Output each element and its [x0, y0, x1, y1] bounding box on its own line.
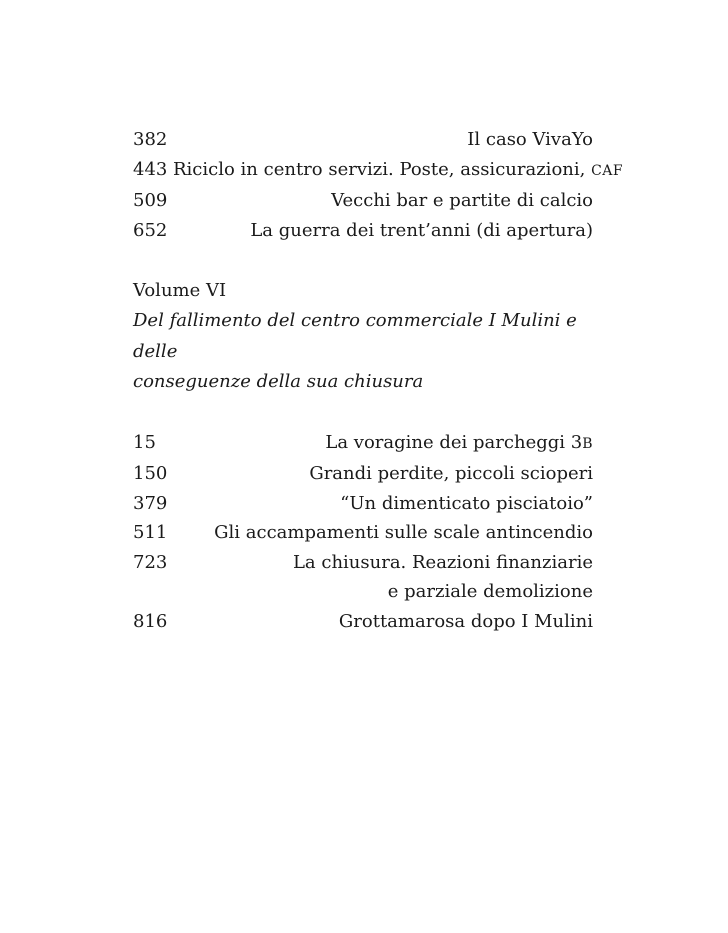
toc-entry-title	[173, 155, 623, 187]
toc-entry-title	[173, 428, 593, 460]
toc-entry	[133, 155, 624, 187]
section-spacer	[133, 245, 593, 276]
toc-entry	[133, 125, 593, 155]
toc-entry	[133, 548, 593, 578]
toc-section-volume-vi	[133, 428, 593, 637]
toc-page-number: 723	[133, 551, 168, 573]
volume-subtitle-line: conseguenze della sua chiusura	[133, 371, 424, 392]
toc-entry	[133, 489, 593, 519]
toc-section-previous	[133, 125, 624, 245]
toc-entry-title-text: Riciclo in centro servizi. Poste, assicurazioni,	[173, 158, 592, 180]
toc-entry	[133, 459, 593, 489]
toc-page-number: 509	[133, 190, 168, 211]
toc-entry	[133, 518, 593, 548]
toc-page-number: 15	[133, 431, 156, 453]
toc-entry	[133, 186, 593, 216]
toc-entry-title-text: La voragine dei parcheggi 3	[325, 431, 583, 453]
volume-header	[133, 276, 593, 398]
toc-entry-title: La guerra dei trent’anni (di apertura)	[250, 219, 593, 241]
toc-page-number: 443	[133, 158, 168, 180]
toc-entry-title: Gli accampamenti sulle scale antincendio	[214, 522, 593, 543]
toc-entry	[133, 607, 593, 637]
toc-entry-small-caps: B	[582, 435, 593, 452]
toc-page-number: 816	[133, 610, 168, 632]
toc-page-number: 150	[133, 463, 168, 484]
toc-page-number: 511	[133, 522, 168, 543]
toc-entry-title: Vecchi bar e partite di calcio	[331, 190, 593, 211]
volume-heading: Volume VI	[133, 280, 227, 301]
toc-page-number: 382	[133, 129, 168, 150]
section-spacer	[133, 398, 593, 428]
toc-entry	[133, 428, 593, 460]
toc-entry-title: Il caso VivaYo	[467, 129, 593, 150]
volume-subtitle-line: Del fallimento del centro commerciale I Mulini e delle	[133, 310, 577, 362]
toc-entry	[133, 216, 593, 246]
toc-page	[133, 125, 624, 636]
toc-page-number: 652	[133, 219, 168, 241]
toc-entry-title: Grottamarosa dopo I Mulini	[338, 610, 593, 632]
toc-entry-title-continuation: e parziale demolizione	[387, 581, 593, 602]
toc-entry-small-caps: CAF	[591, 162, 624, 179]
toc-page-number: 379	[133, 492, 168, 514]
toc-entry-title: “Un dimenticato pisciatoio”	[340, 492, 593, 514]
toc-entry-title: Grandi perdite, piccoli scioperi	[309, 463, 593, 484]
toc-entry-title: La chiusura. Reazioni finanziarie	[292, 551, 593, 573]
